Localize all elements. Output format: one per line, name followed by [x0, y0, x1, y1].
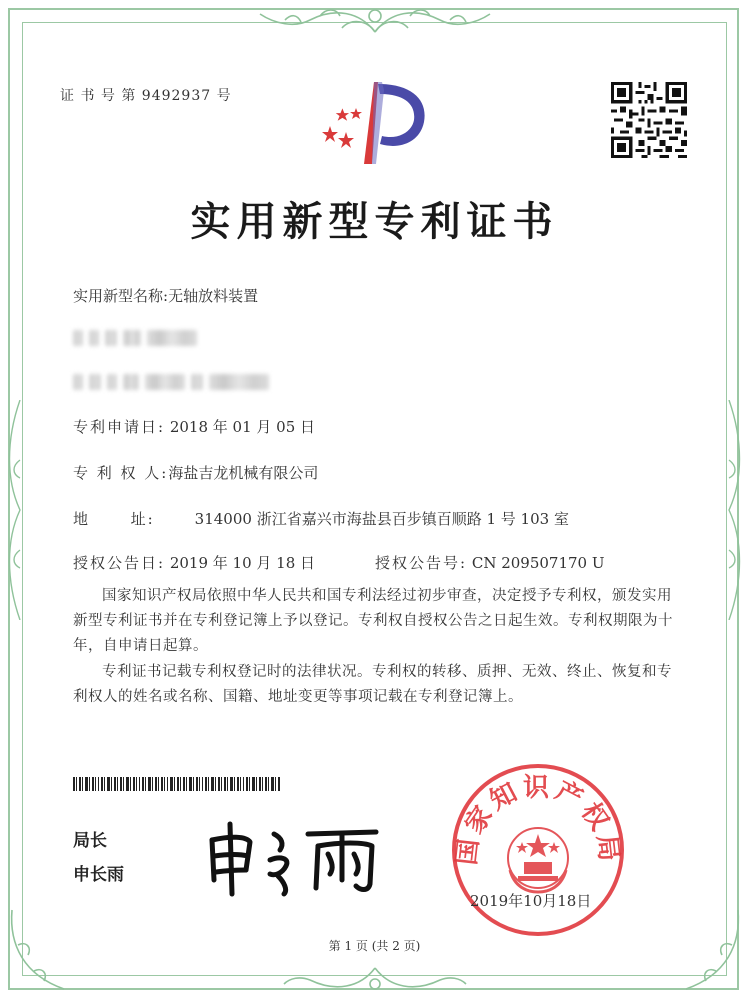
grant-number-label: 授权公告号: — [375, 554, 468, 572]
body-paragraph-2: 专利证书记载专利权登记时的法律状况。专利权的转移、质押、无效、终止、恢复和专利权人的姓名或名称、国籍、地址变更等事项记载在专利登记簿上。 — [73, 664, 672, 705]
model-name-row — [73, 285, 258, 306]
patentee-value: 海盐吉龙机械有限公司 — [168, 464, 319, 482]
director-name: 申长雨 — [73, 865, 124, 885]
address-label: 地 址: — [73, 510, 155, 528]
redacted-block — [147, 330, 197, 346]
redacted-inventor-row — [73, 328, 203, 346]
address-value: 314000 浙江省嘉兴市海盐县百步镇百顺路 1 号 103 室 — [194, 510, 569, 528]
redacted-block — [105, 330, 117, 346]
redacted-block — [73, 374, 83, 390]
application-date-label: 专利申请日: — [73, 418, 166, 436]
official-seal — [448, 760, 628, 940]
seal-text: 国家知识产权局 — [451, 773, 625, 867]
grant-date-label: 授权公告日: — [73, 554, 166, 572]
svg-text:国家知识产权局 — [452, 773, 624, 867]
application-date-row — [73, 416, 315, 437]
grant-date-row — [73, 552, 315, 573]
redacted-block — [107, 374, 117, 390]
patentee-label: 专 利 权 人: — [73, 464, 169, 482]
right-ornament — [717, 400, 747, 620]
grant-date-value: 2019 年 10 月 18 日 — [169, 554, 316, 572]
patentee-row — [73, 462, 318, 483]
redacted-block — [123, 330, 141, 346]
model-name-value: 无轴放料装置 — [168, 287, 259, 305]
page-number: 第 1 页 (共 2 页) — [328, 939, 421, 953]
redacted-block — [123, 374, 139, 390]
top-ornament — [250, 2, 500, 42]
redacted-patent-number-row — [73, 372, 275, 390]
barcode — [73, 777, 280, 791]
grant-number-value: CN 209507170 U — [471, 554, 605, 572]
patent-office-logo — [312, 78, 434, 170]
redacted-block — [145, 374, 185, 390]
certificate-number: 证 书 号 第 9492937 号 — [60, 88, 232, 104]
address-row — [73, 508, 569, 529]
redacted-block — [191, 374, 203, 390]
redacted-block — [89, 374, 101, 390]
redacted-block — [73, 330, 83, 346]
redacted-block — [209, 374, 269, 390]
model-name-label: 实用新型名称: — [73, 287, 169, 305]
redacted-block — [89, 330, 99, 346]
application-date-value: 2018 年 01 月 05 日 — [169, 418, 316, 436]
body-paragraph-1: 国家知识产权局依照中华人民共和国专利法经过初步审查，决定授予专利权，颁发实用新型专利证书并在专利登记簿上予以登记。专利权自授权公告之日起生效。专利权期限为十年，自申请日起算。 — [73, 588, 673, 654]
bottom-ornament — [280, 958, 470, 998]
certificate-title: 实用新型专利证书 — [190, 198, 559, 245]
director-signature — [200, 810, 390, 900]
seal-date: 2019年10月18日 — [470, 892, 592, 910]
qr-code — [611, 82, 687, 158]
director-title: 局长 — [73, 831, 107, 851]
left-ornament — [2, 400, 32, 620]
grant-number-row — [375, 552, 605, 573]
